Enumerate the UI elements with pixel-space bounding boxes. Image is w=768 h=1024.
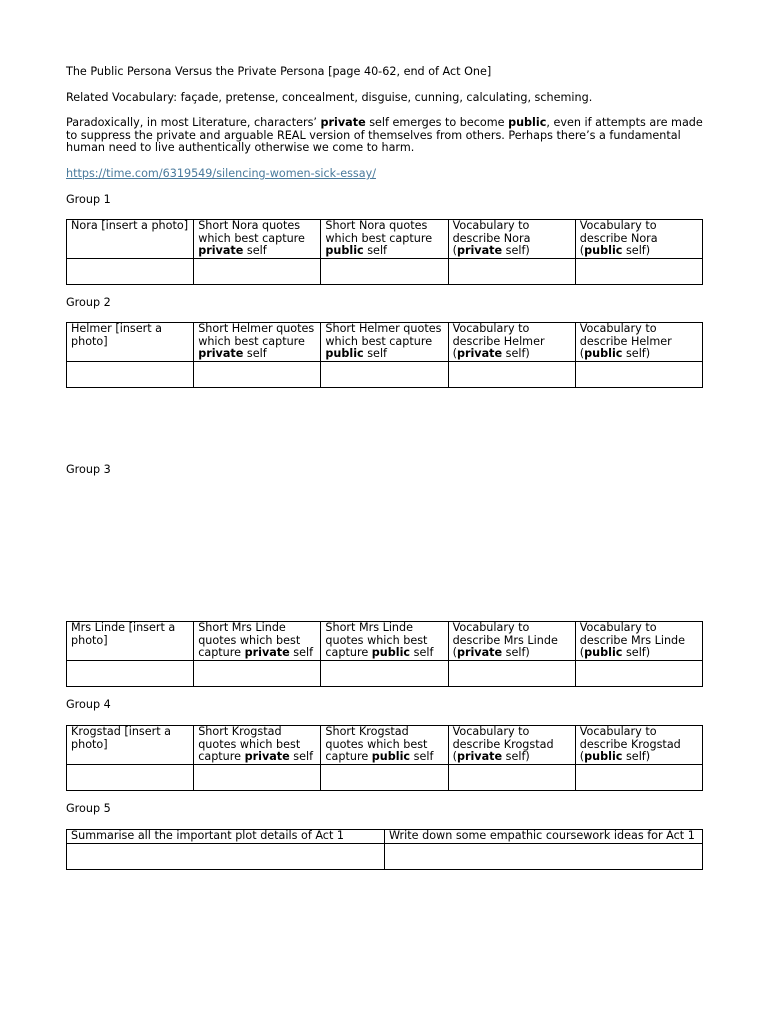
empty-cell[interactable] [67, 362, 194, 388]
public-vocab-header: Vocabulary to describe Mrs Linde (public self) [575, 622, 702, 661]
group-1-label: Group 1 [66, 193, 111, 206]
empty-cell[interactable] [321, 661, 448, 687]
document-title: The Public Persona Versus the Private Persona [page 40-62, end of Act One] [66, 65, 492, 78]
group-5-table [66, 829, 703, 870]
empty-cell[interactable] [67, 765, 194, 791]
private-vocab-header: Vocabulary to describe Helmer (private self) [448, 323, 575, 362]
character-cell: Helmer [insert a photo] [67, 323, 194, 362]
empty-cell[interactable] [194, 661, 321, 687]
character-cell: Nora [insert a photo] [67, 220, 194, 259]
public-vocab-header: Vocabulary to describe Krogstad (public self) [575, 726, 702, 765]
empty-cell[interactable] [67, 661, 194, 687]
related-vocabulary: Related Vocabulary: façade, pretense, concealment, disguise, cunning, calculating, scheming. [66, 91, 593, 104]
public-quotes-header: Short Krogstad quotes which best capture public self [321, 726, 448, 765]
character-cell: Krogstad [insert a photo] [67, 726, 194, 765]
private-vocab-header: Vocabulary to describe Mrs Linde (private self) [448, 622, 575, 661]
empty-cell[interactable] [575, 362, 702, 388]
group-2-table [66, 322, 703, 388]
intro-paragraph: Paradoxically, in most Literature, characters’ private self emerges to become public, even if attempts are made to suppress the private and arguable REAL version of themselves from others. Perhaps there’s a fundamental human need to live authentically otherwise we come to harm. [66, 116, 703, 155]
private-vocab-header: Vocabulary to describe Nora (private self) [448, 220, 575, 259]
empty-cell[interactable] [385, 843, 703, 869]
private-quotes-header: Short Nora quotes which best capture private self [194, 220, 321, 259]
empty-cell[interactable] [67, 259, 194, 285]
empty-cell[interactable] [194, 765, 321, 791]
group-5-label: Group 5 [66, 802, 111, 815]
public-vocab-header: Vocabulary to describe Helmer (public self) [575, 323, 702, 362]
empty-cell[interactable] [448, 765, 575, 791]
public-quotes-header: Short Mrs Linde quotes which best capture public self [321, 622, 448, 661]
public-quotes-header: Short Nora quotes which best capture public self [321, 220, 448, 259]
coursework-ideas-header: Write down some empathic coursework ideas for Act 1 [385, 830, 703, 844]
private-quotes-header: Short Krogstad quotes which best capture private self [194, 726, 321, 765]
empty-cell[interactable] [575, 661, 702, 687]
empty-cell[interactable] [321, 765, 448, 791]
group-2-label: Group 2 [66, 296, 111, 309]
public-vocab-header: Vocabulary to describe Nora (public self) [575, 220, 702, 259]
empty-cell[interactable] [321, 362, 448, 388]
empty-cell[interactable] [448, 661, 575, 687]
private-quotes-header: Short Mrs Linde quotes which best capture private self [194, 622, 321, 661]
empty-cell[interactable] [321, 259, 448, 285]
character-cell: Mrs Linde [insert a photo] [67, 622, 194, 661]
plot-summary-header: Summarise all the important plot details of Act 1 [67, 830, 385, 844]
article-link[interactable]: https://time.com/6319549/silencing-women-sick-essay/ [66, 167, 376, 180]
article-link-line [66, 168, 703, 181]
empty-cell[interactable] [448, 362, 575, 388]
group-1-table [66, 219, 703, 285]
empty-cell[interactable] [575, 765, 702, 791]
empty-cell[interactable] [448, 259, 575, 285]
private-quotes-header: Short Helmer quotes which best capture private self [194, 323, 321, 362]
private-vocab-header: Vocabulary to describe Krogstad (private self) [448, 726, 575, 765]
group-4-table [66, 725, 703, 791]
group-4-label: Group 4 [66, 698, 111, 711]
empty-cell[interactable] [194, 259, 321, 285]
public-quotes-header: Short Helmer quotes which best capture public self [321, 323, 448, 362]
group-3-table [66, 621, 703, 687]
empty-cell[interactable] [67, 843, 385, 869]
empty-cell[interactable] [194, 362, 321, 388]
empty-cell[interactable] [575, 259, 702, 285]
group-3-label: Group 3 [66, 463, 111, 476]
